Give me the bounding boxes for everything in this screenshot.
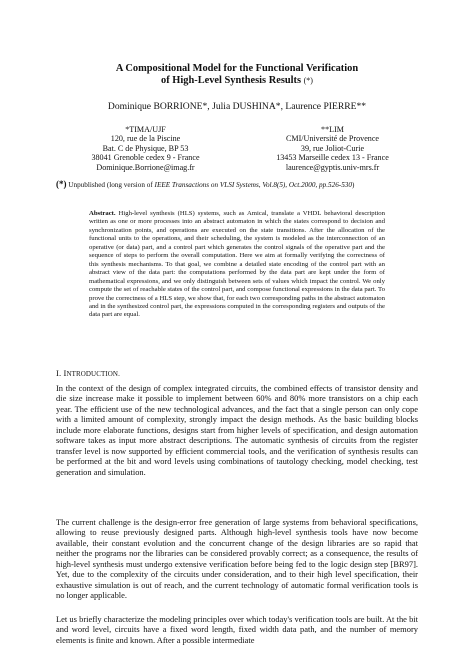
section-number: I. [56,368,62,378]
section-heading [56,368,120,379]
title-line-2-text: of High-Level Synthesis Results [161,75,302,86]
note-mark: (*) [56,179,67,189]
body-paragraph: The current challenge is the design-error free generation of large systems from behavioral specifications, allowing to reuse previously designed parts. Although high-level synthesis tools have now become available, their constant evolution and the concurrent change of the design libraries are so rapid that neither the programs nor the libraries can be considered provably correct; as a consequence, the results of high-level synthesis must undergo extensive verification before being fed to the logic design step [BR97]. Yet, due to the complexity of the circuits under consideration, and to their high level specification, their exhaustive simulation is out of reach, and the current technology of automatic formal verification tools is no longer applicable. [56,517,418,601]
authors: Dominique BORRIONE*, Julia DUSHINA*, Laurence PIERRE** [107,101,367,112]
affiliation-line: 38041 Grenoble cedex 9 - France [91,153,200,163]
affiliation-line: **LIM [321,125,344,134]
affiliation-line: *TIMA/UJF [125,125,166,134]
publication-note [56,180,424,190]
title-footnote-mark: (*) [303,76,313,85]
title-line-2 [55,75,419,87]
note-prefix: Unpublished (long version of [68,181,153,189]
affiliation-email: laurence@gyptis.univ-mrs.fr [285,162,380,172]
affiliation-line: 39, rue Joliot-Curie [300,143,365,153]
section-title-initial: I [63,368,67,378]
affiliation-line: Bat. C de Physique, BP 53 [102,143,189,153]
affiliation-email: Dominique.Borrione@imag.fr [96,162,195,172]
note-suffix: ) [352,181,355,189]
affiliation-line: 120, rue de la Piscine [110,134,181,144]
note-journal: IEEE Transactions on VLSI Systems, Vol.8(5), Oct.2000, pp.526-530 [154,181,352,189]
abstract-label: Abstract. [89,210,116,217]
body-paragraph: Let us briefly characterize the modeling principles over which today's verification tools are built. At the bit and word level, circuits have a fixed word length, fixed width data path, and the number of memory elements is finite and known. After a possible intermediate [56,614,418,645]
title-line-1: A Compositional Model for the Functional Verification [115,63,359,74]
affiliation-tima [63,125,228,172]
abstract-text: High-level synthesis (HLS) systems, such as Amical, translate a VHDL behavioral description written as one or more processes into an abstract automaton in which the states correspond to decision and synchronization points, and operations are executed on the state transitions. After the allocation of the functional units to the operations, and their scheduling, the system is modeled as the interconnection of an operative (or data) part, and a control part which generates the control signals of the operative part and the sequence of steps to perform the overall computation. Here we aim at formally verifying the correctness of this synthesis mechanisms. To that goal, we combine a detailed state encoding of the control part with an abstract view of the data part: the computations performed by the data part are kept under the form of mathematical expressions, and we only distinguish between sets of values which impact the control. We only compute the set of reachable states of the control part, and compose functional expressions in the data part. To prove the correctness of a HLS step, we show that, for each two corresponding paths in the abstract automaton and in the synthesized control part, the expressions computed in the corresponding registers and outputs of the data part are equal. [89,210,385,319]
affiliation-lim [250,125,415,172]
abstract [89,210,385,320]
body-paragraph: In the context of the design of complex integrated circuits, the combined effects of transistor density and die size increase make it possible to implement between 60% and 80% more transistors on a chip each year. The efficient use of the new technological advances, and the fact that a single person can only cope with a limited amount of complexity, strongly impact the design methods. As the basic building blocks include more elaborate functions, designs start from higher levels of specification, and design automation software takes as input more abstract descriptions. The automatic synthesis of circuits from the register transfer level is now supported by efficient commercial tools, and the verification of synthesis results can be performed at the bit and word levels using combinations of tautology checking, model checking, test generation and simulation. [56,383,418,477]
affiliation-line: CMI/Université de Provence [285,134,380,144]
affiliation-line: 13453 Marseille cedex 13 - France [276,153,389,163]
section-title-rest: NTRODUCTION. [66,370,120,378]
paper-title [55,63,419,87]
